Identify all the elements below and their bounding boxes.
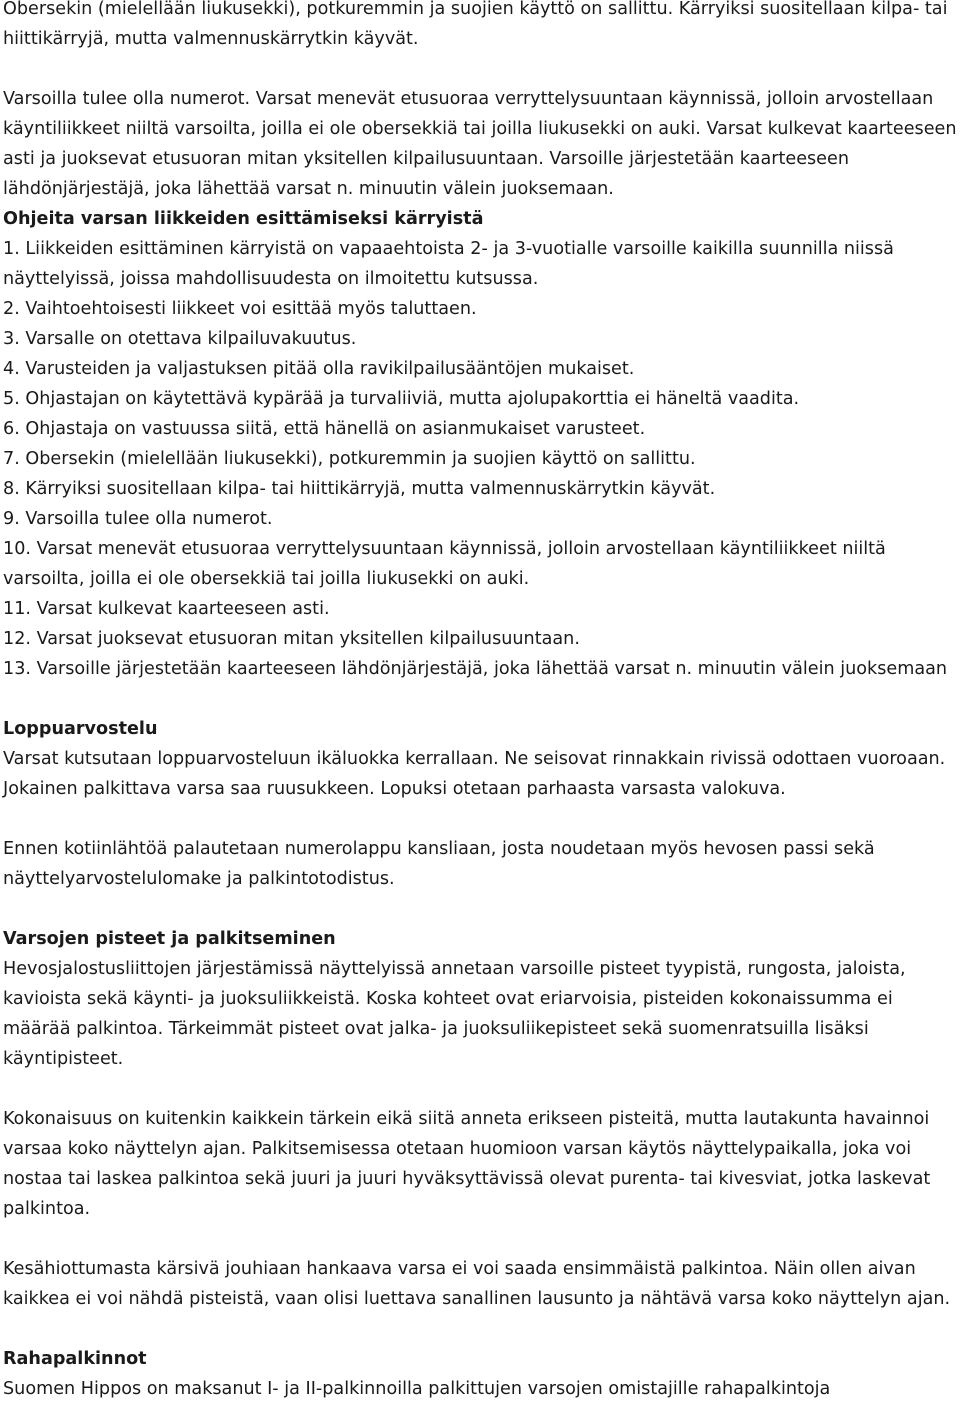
list-item: 3. Varsalle on otettava kilpailuvakuutus. [3, 329, 357, 349]
spacer [3, 804, 958, 834]
points-paragraph-2: Kokonaisuus on kuitenkin kaikkein tärkein eikä siitä anneta erikseen pisteitä, mutta lautakunta havainnoi varsaa koko näyttelyn ajan. Palkitsemisessa otetaan huomioon varsan käytös näyttelypaikalla, joka voi nostaa tai laskea palkintoa sekä juuri ja juuri hyväksyttävissä olevat purenta- tai kivesviat, jotka laskevat palkintoa. [3, 1109, 931, 1219]
points-heading: Varsojen pisteet ja palkitseminen [3, 929, 336, 949]
list-item: 4. Varusteiden ja valjastuksen pitää olla ravikilpailusääntöjen mukaiset. [3, 359, 635, 379]
list-item: 13. Varsoille järjestetään kaarteeseen lähdönjärjestäjä, joka lähettää varsat n. minuutin välein juoksemaan [3, 659, 948, 679]
list-item: 11. Varsat kulkevat kaarteeseen asti. [3, 599, 330, 619]
list-item: 12. Varsat juoksevat etusuoran mitan yksitellen kilpailusuuntaan. [3, 629, 580, 649]
spacer [3, 1074, 958, 1104]
spacer [3, 894, 958, 924]
list-item: 6. Ohjastaja on vastuussa siitä, että hänellä on asianmukaiset varusteet. [3, 419, 646, 439]
instructions-list [3, 234, 958, 684]
prizes-paragraph-1: Suomen Hippos on maksanut I- ja II-palkinnoilla palkittujen varsojen omistajille rahapalkintoja [3, 1379, 831, 1399]
list-item: 9. Varsoilla tulee olla numerot. [3, 509, 273, 529]
final-judging-heading: Loppuarvostelu [3, 719, 158, 739]
spacer [3, 1314, 958, 1344]
list-item: 7. Obersekin (mielellään liukusekki), potkuremmin ja suojien käyttö on sallittu. [3, 449, 696, 469]
spacer [3, 1224, 958, 1254]
spacer [3, 684, 958, 714]
intro-paragraph-1: Obersekin (mielellään liukusekki), potkuremmin ja suojien käyttö on sallittu. Kärryiksi suositellaan kilpa- tai hiittikärryjä, mutta valmennuskärrytkin käyvät. [3, 0, 948, 49]
spacer [3, 54, 958, 84]
list-item: 1. Liikkeiden esittäminen kärryistä on vapaaehtoista 2- ja 3-vuotialle varsoille kaikilla suunnilla niissä näyttelyissä, joissa mahdollisuudesta on ilmoitettu kutsussa. [3, 239, 894, 289]
instructions-heading: Ohjeita varsan liikkeiden esittämiseksi kärryistä [3, 209, 484, 229]
final-judging-paragraph-2: Ennen kotiinlähtöä palautetaan numerolappu kansliaan, josta noudetaan myös hevosen passi sekä näyttelyarvostelulomake ja palkintotodistus. [3, 839, 875, 889]
points-paragraph-3: Kesähiottumasta kärsivä jouhiaan hankaava varsa ei voi saada ensimmäistä palkintoa. Näin ollen aivan kaikkea ei voi nähdä pisteistä, vaan olisi luettava sanallinen lausunto ja nähtävä varsa koko näyttelyn ajan. [3, 1259, 951, 1309]
prizes-heading: Rahapalkinnot [3, 1349, 147, 1369]
final-judging-paragraph-1: Varsat kutsutaan loppuarvosteluun ikäluokka kerrallaan. Ne seisovat rinnakkain rivissä odottaen vuoroaan. Jokainen palkittava varsa saa ruusukkeen. Lopuksi otetaan parhaasta varsasta valokuva. [3, 749, 946, 799]
list-item: 2. Vaihtoehtoisesti liikkeet voi esittää myös taluttaen. [3, 299, 477, 319]
intro-paragraph-2: Varsoilla tulee olla numerot. Varsat menevät etusuoraa verryttelysuuntaan käynnissä, jolloin arvostellaan käyntiliikkeet niiltä varsoilta, joilla ei ole obersekkiä tai joilla liukusekki on auki. Varsat kulkevat kaarteeseen asti ja juoksevat etusuoran mitan yksitellen kilpailusuuntaan. Varsoille järjestetään kaarteeseen lähdönjärjestäjä, joka lähettää varsat n. minuutin välein juoksemaan. [3, 89, 957, 199]
points-paragraph-1: Hevosjalostusliittojen järjestämissä näyttelyissä annetaan varsoille pisteet tyypistä, rungosta, jaloista, kavioista sekä käynti- ja juoksuliikkeistä. Koska kohteet ovat eriarvoisia, pisteiden kokonaissumma ei määrää palkintoa. Tärkeimmät pisteet ovat jalka- ja juoksuliikepisteet sekä suomenratsuilla lisäksi käyntipisteet. [3, 959, 906, 1069]
list-item: 5. Ohjastajan on käytettävä kypärää ja turvaliiviä, mutta ajolupakorttia ei häneltä vaadita. [3, 389, 800, 409]
list-item: 10. Varsat menevät etusuoraa verryttelysuuntaan käynnissä, jolloin arvostellaan käyntiliikkeet niiltä varsoilta, joilla ei ole obersekkiä tai joilla liukusekki on auki. [3, 539, 886, 589]
list-item: 8. Kärryiksi suositellaan kilpa- tai hiittikärryjä, mutta valmennuskärrytkin käyvät. [3, 479, 716, 499]
